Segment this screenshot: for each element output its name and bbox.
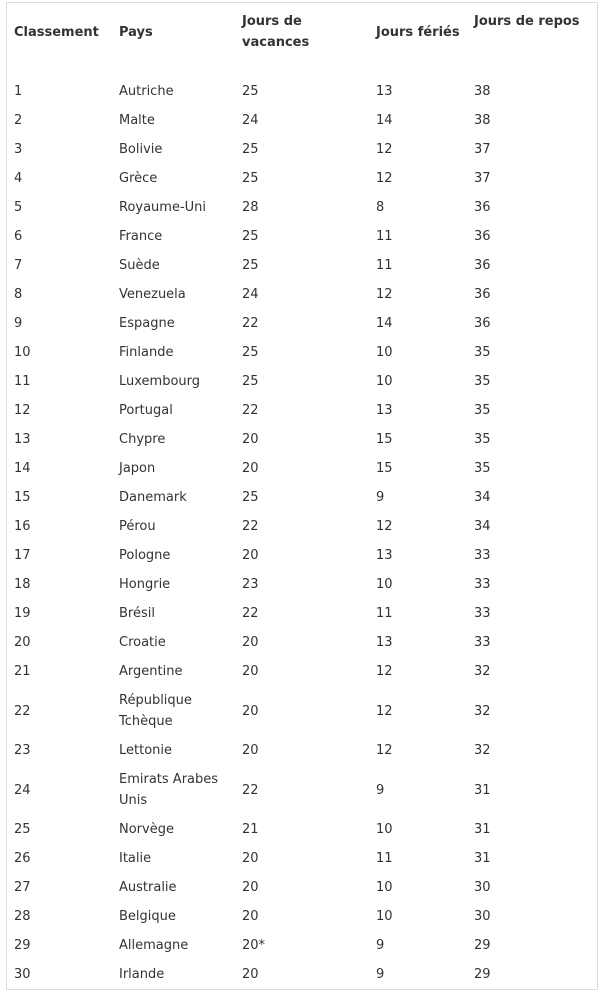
table-row [8, 902, 593, 931]
country-cell: Belgique [119, 909, 176, 924]
public-holidays-cell: 11 [376, 229, 393, 244]
table-row [8, 541, 593, 570]
public-holidays-cell: 10 [376, 909, 393, 924]
rank-cell: 15 [14, 490, 31, 505]
rest-days-cell: 36 [474, 316, 491, 331]
vacation-days-cell: 20 [242, 461, 259, 476]
header-row [8, 8, 593, 77]
rest-days-cell: 32 [474, 743, 491, 758]
rank-cell: 22 [14, 703, 31, 719]
rest-days-cell: 33 [474, 577, 491, 592]
public-holidays-cell: 15 [376, 432, 393, 447]
public-holidays-cell: 11 [376, 258, 393, 273]
rest-days-cell: 29 [474, 938, 491, 953]
country-cell: Hongrie [119, 577, 171, 592]
public-holidays-cell: 12 [376, 703, 393, 719]
header-jours-feries: Jours fériés [376, 25, 460, 40]
table-row [8, 657, 593, 686]
header-jours-de-repos: Jours de repos [474, 14, 580, 29]
country-cell: Suède [119, 258, 160, 273]
public-holidays-cell: 12 [376, 519, 393, 534]
rank-cell: 29 [14, 938, 31, 953]
rank-cell: 4 [14, 171, 23, 186]
rest-days-cell: 38 [474, 113, 491, 128]
rest-days-cell: 34 [474, 519, 491, 534]
rest-days-cell: 33 [474, 548, 491, 563]
country-cell: Bolivie [119, 142, 163, 157]
rest-days-cell: 36 [474, 229, 491, 244]
rank-cell: 8 [14, 287, 23, 302]
table-row [8, 765, 593, 815]
rank-cell: 23 [14, 743, 31, 758]
header-classement: Classement [14, 25, 99, 40]
country-cell: République Tchèque [119, 693, 192, 729]
country-cell: France [119, 229, 163, 244]
rank-cell: 9 [14, 316, 23, 331]
rank-cell: 3 [14, 142, 23, 157]
rest-days-cell: 33 [474, 606, 491, 621]
rest-days-cell: 33 [474, 635, 491, 650]
table-row [8, 873, 593, 902]
header-pays: Pays [119, 25, 153, 40]
country-cell: Emirats Arabes Unis [119, 772, 219, 808]
rest-days-cell: 32 [474, 703, 491, 719]
table-row [8, 251, 593, 280]
table-row [8, 367, 593, 396]
vacation-days-cell: 25 [242, 490, 259, 505]
rest-days-cell: 31 [474, 782, 491, 798]
rank-cell: 21 [14, 664, 31, 679]
public-holidays-cell: 13 [376, 635, 393, 650]
public-holidays-cell: 9 [376, 782, 385, 798]
rank-cell: 7 [14, 258, 23, 273]
vacation-days-cell: 20 [242, 880, 259, 895]
rank-cell: 30 [14, 967, 31, 982]
country-cell: Australie [119, 880, 177, 895]
table-row [8, 77, 593, 106]
rest-days-cell: 35 [474, 345, 491, 360]
public-holidays-cell: 10 [376, 822, 393, 837]
country-cell: Brésil [119, 606, 155, 621]
public-holidays-cell: 10 [376, 577, 393, 592]
vacation-days-cell: 25 [242, 374, 259, 389]
table-row [8, 280, 593, 309]
rank-cell: 11 [14, 374, 31, 389]
table-row [8, 628, 593, 657]
vacation-days-cell: 20 [242, 909, 259, 924]
rank-cell: 19 [14, 606, 31, 621]
vacation-days-cell: 20 [242, 703, 259, 719]
rest-days-cell: 36 [474, 287, 491, 302]
public-holidays-cell: 15 [376, 461, 393, 476]
vacation-days-cell: 20 [242, 967, 259, 982]
vacation-days-cell: 20 [242, 851, 259, 866]
public-holidays-cell: 12 [376, 171, 393, 186]
vacation-days-cell: 24 [242, 113, 259, 128]
rest-days-cell: 35 [474, 432, 491, 447]
country-cell: Autriche [119, 84, 174, 99]
table-row [8, 396, 593, 425]
header-jours-de-vacances: Jours de vacances [242, 14, 310, 50]
vacation-days-cell: 20 [242, 548, 259, 563]
vacation-days-cell: 22 [242, 782, 259, 798]
table-row [8, 736, 593, 765]
country-cell: Pologne [119, 548, 171, 563]
rank-cell: 2 [14, 113, 23, 128]
rank-cell: 1 [14, 84, 23, 99]
rest-days-cell: 30 [474, 909, 491, 924]
vacation-ranking-table [8, 8, 593, 989]
table-row [8, 599, 593, 628]
vacation-days-cell: 22 [242, 316, 259, 331]
rest-days-cell: 36 [474, 200, 491, 215]
rank-cell: 25 [14, 822, 31, 837]
vacation-days-cell: 20 [242, 664, 259, 679]
public-holidays-cell: 12 [376, 664, 393, 679]
public-holidays-cell: 12 [376, 142, 393, 157]
vacation-days-cell: 22 [242, 403, 259, 418]
rank-cell: 20 [14, 635, 31, 650]
rank-cell: 16 [14, 519, 31, 534]
country-cell: Luxembourg [119, 374, 201, 389]
table-row [8, 512, 593, 541]
table-row [8, 425, 593, 454]
country-cell: Portugal [119, 403, 173, 418]
country-cell: Grèce [119, 171, 158, 186]
rest-days-cell: 35 [474, 374, 491, 389]
country-cell: Malte [119, 113, 155, 128]
vacation-days-cell: 24 [242, 287, 259, 302]
rest-days-cell: 29 [474, 967, 491, 982]
public-holidays-cell: 12 [376, 287, 393, 302]
rest-days-cell: 35 [474, 403, 491, 418]
public-holidays-cell: 11 [376, 851, 393, 866]
rank-cell: 13 [14, 432, 31, 447]
table-row [8, 960, 593, 989]
vacation-days-cell: 20 [242, 743, 259, 758]
public-holidays-cell: 10 [376, 345, 393, 360]
rank-cell: 14 [14, 461, 31, 476]
table-row [8, 931, 593, 960]
country-cell: Chypre [119, 432, 166, 447]
rank-cell: 10 [14, 345, 31, 360]
country-cell: Danemark [119, 490, 187, 505]
public-holidays-cell: 9 [376, 938, 385, 953]
rest-days-cell: 30 [474, 880, 491, 895]
rest-days-cell: 37 [474, 142, 491, 157]
public-holidays-cell: 11 [376, 606, 393, 621]
country-cell: Norvège [119, 822, 174, 837]
rank-cell: 12 [14, 403, 31, 418]
country-cell: Argentine [119, 664, 183, 679]
vacation-days-cell: 23 [242, 577, 259, 592]
vacation-days-cell: 25 [242, 171, 259, 186]
public-holidays-cell: 13 [376, 84, 393, 99]
table-row [8, 106, 593, 135]
table-row [8, 135, 593, 164]
vacation-days-cell: 25 [242, 229, 259, 244]
country-cell: Lettonie [119, 743, 173, 758]
vacation-days-cell: 20* [242, 938, 266, 953]
country-cell: Italie [119, 851, 152, 866]
table-row [8, 454, 593, 483]
public-holidays-cell: 14 [376, 113, 393, 128]
table-row [8, 844, 593, 873]
vacation-days-cell: 20 [242, 432, 259, 447]
rest-days-cell: 31 [474, 822, 491, 837]
public-holidays-cell: 14 [376, 316, 393, 331]
vacation-days-cell: 28 [242, 200, 259, 215]
vacation-days-cell: 25 [242, 142, 259, 157]
table-row [8, 193, 593, 222]
rank-cell: 27 [14, 880, 31, 895]
table-row [8, 309, 593, 338]
public-holidays-cell: 13 [376, 403, 393, 418]
table-row [8, 164, 593, 193]
table-row [8, 338, 593, 367]
rank-cell: 5 [14, 200, 23, 215]
vacation-days-cell: 25 [242, 258, 259, 273]
rank-cell: 17 [14, 548, 31, 563]
vacation-days-cell: 20 [242, 635, 259, 650]
rest-days-cell: 34 [474, 490, 491, 505]
rank-cell: 6 [14, 229, 23, 244]
vacation-days-cell: 25 [242, 345, 259, 360]
public-holidays-cell: 12 [376, 743, 393, 758]
rank-cell: 18 [14, 577, 31, 592]
country-cell: Espagne [119, 316, 175, 331]
public-holidays-cell: 13 [376, 548, 393, 563]
rest-days-cell: 37 [474, 171, 491, 186]
vacation-days-cell: 25 [242, 84, 259, 99]
country-cell: Venezuela [119, 287, 186, 302]
rest-days-cell: 36 [474, 258, 491, 273]
country-cell: Pérou [119, 519, 156, 534]
country-cell: Finlande [119, 345, 174, 360]
vacation-days-cell: 22 [242, 519, 259, 534]
country-cell: Irlande [119, 967, 165, 982]
country-cell: Allemagne [119, 938, 189, 953]
rank-cell: 28 [14, 909, 31, 924]
country-cell: Japon [119, 461, 156, 476]
vacation-days-cell: 21 [242, 822, 259, 837]
table-header [8, 8, 593, 77]
rest-days-cell: 32 [474, 664, 491, 679]
table-body [8, 77, 593, 989]
rest-days-cell: 31 [474, 851, 491, 866]
public-holidays-cell: 10 [376, 880, 393, 895]
rest-days-cell: 38 [474, 84, 491, 99]
table-row [8, 686, 593, 736]
vacation-days-cell: 22 [242, 606, 259, 621]
public-holidays-cell: 9 [376, 490, 385, 505]
table-row [8, 483, 593, 512]
rank-cell: 26 [14, 851, 31, 866]
table-row [8, 570, 593, 599]
rest-days-cell: 35 [474, 461, 491, 476]
table-row [8, 222, 593, 251]
public-holidays-cell: 10 [376, 374, 393, 389]
public-holidays-cell: 9 [376, 967, 385, 982]
table-row [8, 815, 593, 844]
country-cell: Royaume-Uni [119, 200, 207, 215]
rank-cell: 24 [14, 782, 31, 798]
public-holidays-cell: 8 [376, 200, 385, 215]
country-cell: Croatie [119, 635, 166, 650]
